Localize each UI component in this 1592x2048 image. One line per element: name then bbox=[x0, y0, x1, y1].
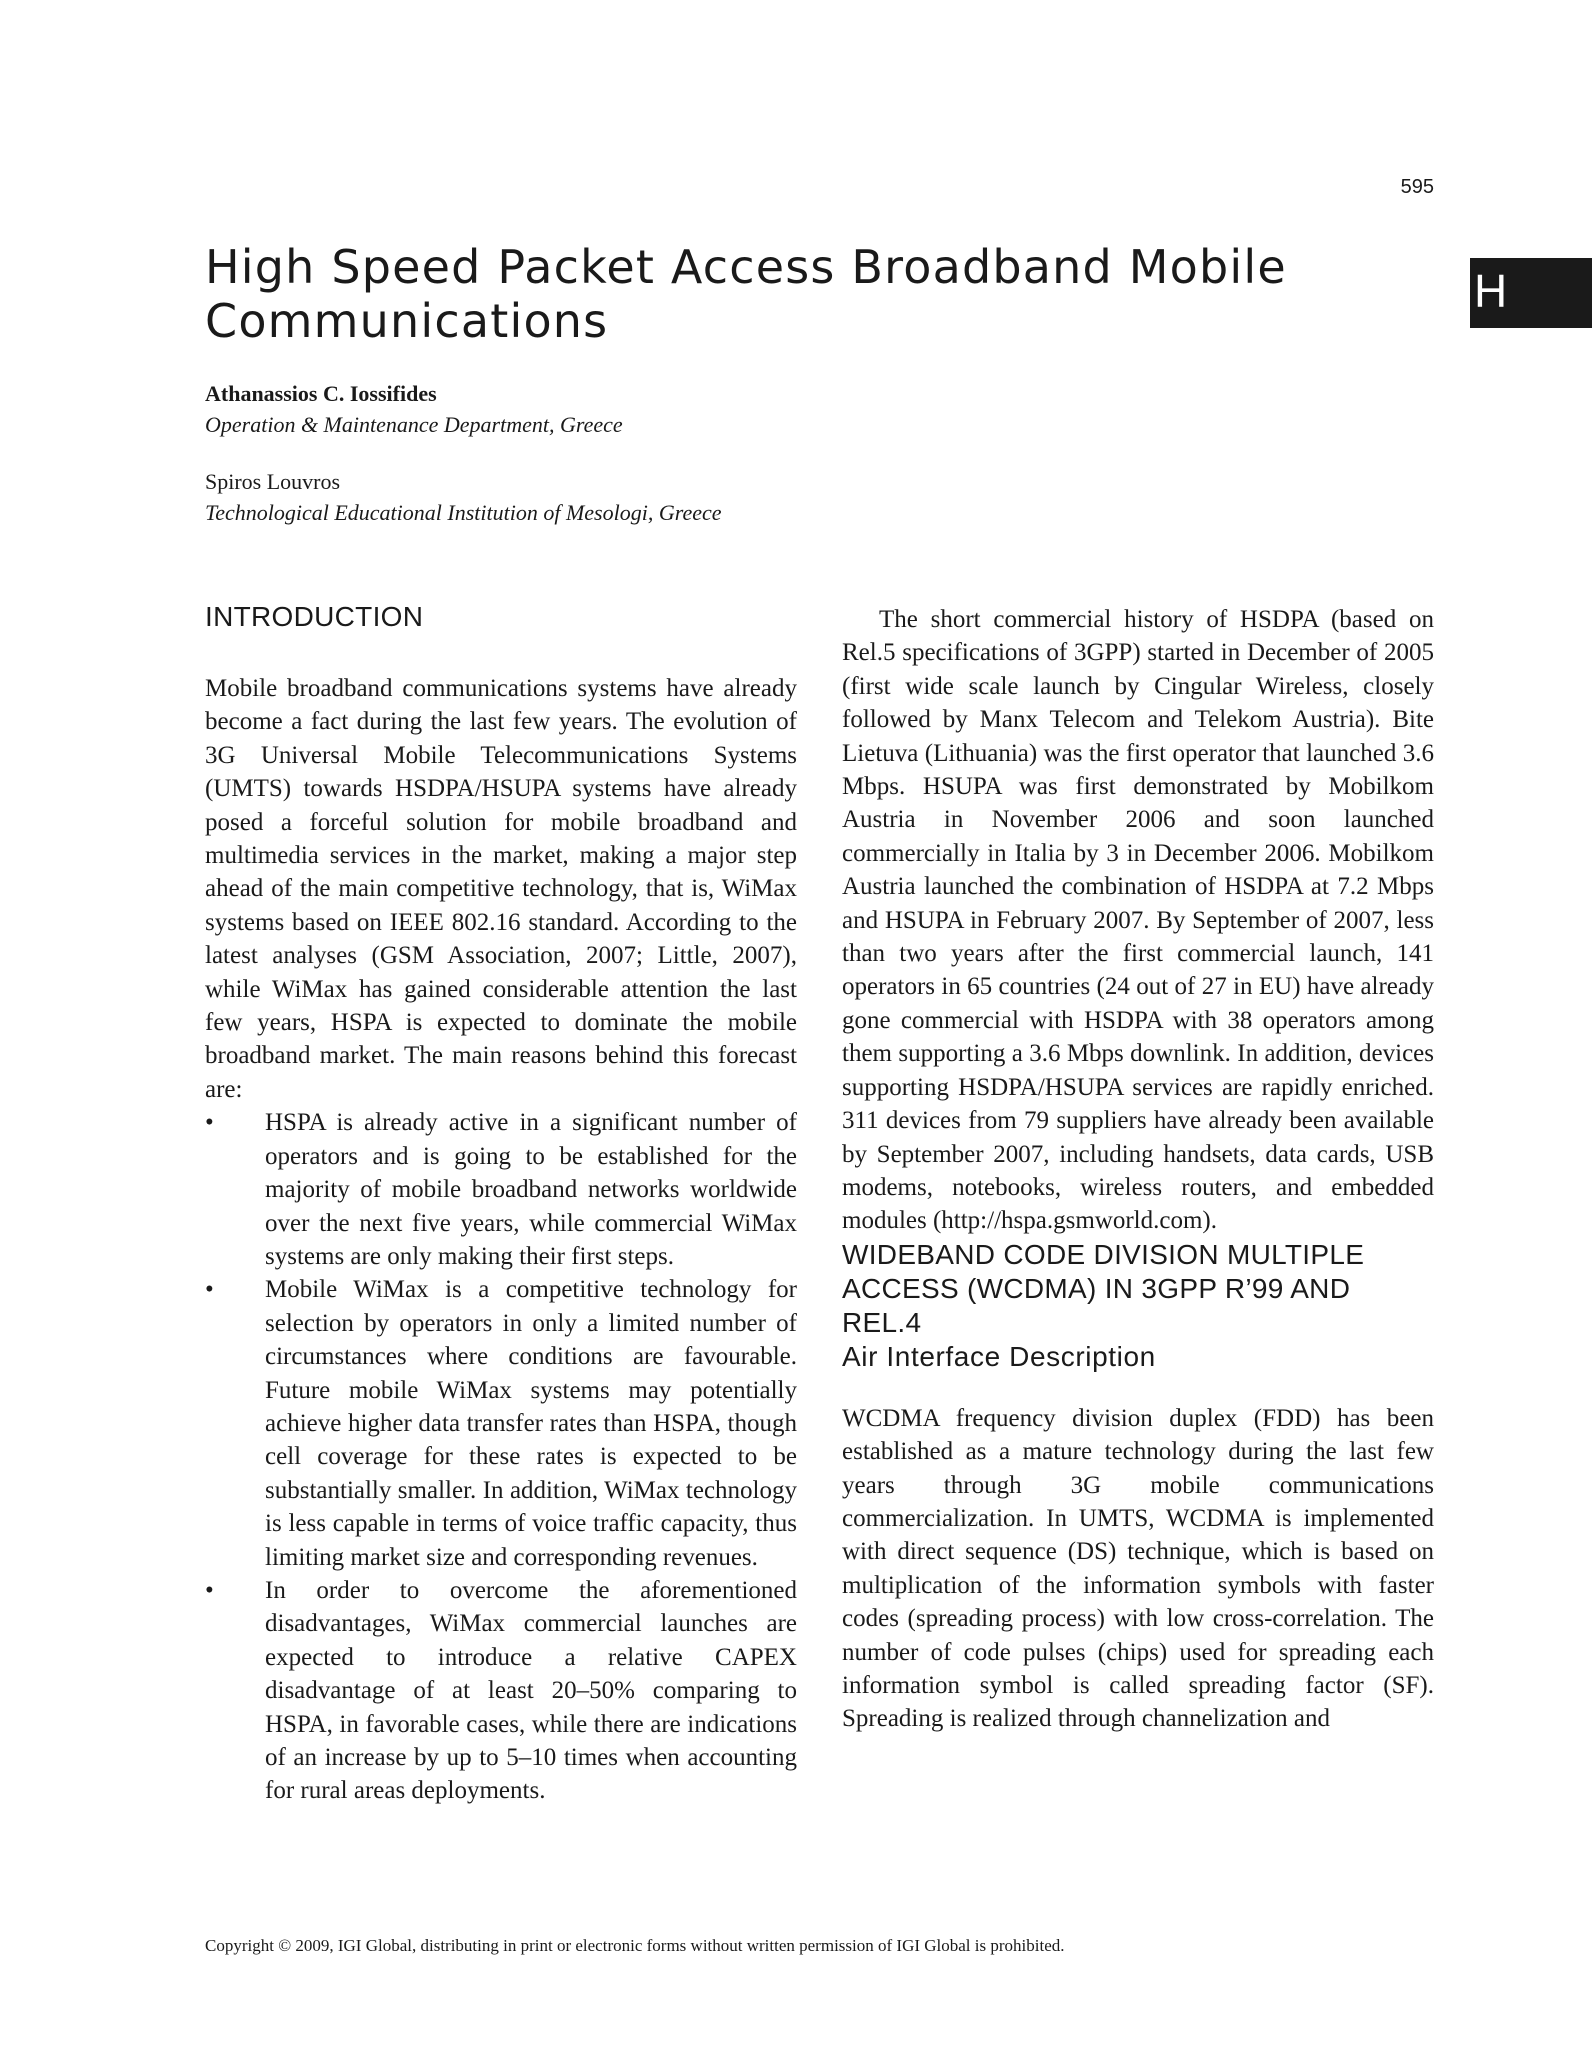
hsdpa-history-paragraph: The short commercial history of HSDPA (based on Rel.5 specifications of 3GPP) started in December of 2005 (first wide scale launch by Cingular Wireless, closely followed by Manx Telecom and Telekom Austria). Bite Lietuva (Lithuania) was the first operator that launched 3.6 Mbps. HSUPA was first demonstrated by Mobilkom Austria in November 2006 and soon launched commercially in Italia by 3 in December 2006. Mobilkom Austria launched the combination of HSDPA at 7.2 Mbps and HSUPA in February 2007. By September of 2007, less than two years after the first commercial launch, 141 operators in 65 countries (24 out of 27 in EU) have already gone commercial with HSDPA with 38 operators among them supporting a 3.6 Mbps downlink. In addition, devices supporting HSDPA/HSUPA services are rapidly enriched. 311 devices from 79 suppliers have already been available by September 2007, including handsets, data cards, USB modems, notebooks, wireless routers, and embedded modules (http://hspa.gsmworld.com). bbox=[842, 606, 1434, 1235]
article-title: High Speed Packet Access Broadband Mobile Communications bbox=[205, 240, 1287, 348]
wcdma-section-heading: WIDEBAND CODE DIVISION MULTIPLE ACCESS (WCDMA) IN 3GPP R’99 AND REL.4 bbox=[842, 1238, 1365, 1338]
air-interface-subheading: Air Interface Description bbox=[842, 1340, 1156, 1372]
wcdma-paragraph: WCDMA frequency division duplex (FDD) has been established as a mature technology during the last few years through 3G mobile communications commercialization. In UMTS, WCDMA is implemented with direct sequence (DS) technique, which is based on multiplication of the information symbols with faster codes (spreading process) with low cross-correlation. The number of code pulses (chips) used for spreading each information symbol is called spreading factor (SF). Spreading is realized through channelization and bbox=[842, 1404, 1434, 1733]
list-item bbox=[205, 1273, 797, 1574]
bullet-marker: • bbox=[205, 1109, 214, 1137]
copyright-footer: Copyright © 2009, IGI Global, distributing in print or electronic forms without written permission of IGI Global is prohibited. bbox=[205, 1936, 1065, 1955]
introduction-heading: INTRODUCTION bbox=[205, 601, 424, 632]
list-item-text: In order to overcome the aforementioned disadvantages, WiMax commercial launches are expected to introduce a relative CAPEX disadvantage of at least 20–50% comparing to HSPA, in favorable cases, while there are indications of an increase by up to 5–10 times when accounting for rural areas deployments. bbox=[265, 1576, 797, 1805]
author-block bbox=[205, 466, 722, 528]
author-name: Spiros Louvros bbox=[205, 469, 341, 494]
section-letter-tab: H bbox=[1470, 258, 1592, 328]
left-column bbox=[205, 600, 797, 1808]
list-item bbox=[205, 1106, 797, 1273]
list-item bbox=[205, 1574, 797, 1808]
bullet-marker: • bbox=[205, 1576, 214, 1604]
right-column bbox=[842, 603, 1434, 1736]
bullet-marker: • bbox=[205, 1276, 214, 1304]
author-affiliation: Technological Educational Institution of Mesologi, Greece bbox=[205, 500, 722, 525]
author-name: Athanassios C. Iossifides bbox=[205, 381, 437, 406]
author-list bbox=[205, 378, 722, 528]
list-item-text: HSPA is already active in a significant number of operators and is going to be established for the majority of mobile broadband networks worldwide over the next five years, while commercial WiMax systems are only making their first steps. bbox=[265, 1109, 797, 1270]
list-item-text: Mobile WiMax is a competitive technology for selection by operators in only a limited number of circumstances where conditions are favourable. Future mobile WiMax systems may potentially achieve higher data transfer rates than HSPA, though cell coverage for these rates is expected to be substantially smaller. In addition, WiMax technology is less capable in terms of voice traffic capacity, thus limiting market size and corresponding revenues. bbox=[265, 1276, 797, 1571]
author-block bbox=[205, 378, 722, 440]
page-number: 595 bbox=[1400, 176, 1434, 198]
introduction-paragraph: Mobile broadband communications systems have already become a fact during the last few years. The evolution of 3G Universal Mobile Telecommunications Systems (UMTS) towards HSDPA/HSUPA systems have already posed a forceful solution for mobile broadband and multimedia services in the market, making a major step ahead of the main competitive technology, that is, WiMax systems based on IEEE 802.16 standard. According to the latest analyses (GSM Association, 2007; Little, 2007), while WiMax has gained considerable attention the last few years, HSPA is expected to dominate the mobile broadband market. The main reasons behind this forecast are: bbox=[205, 675, 797, 1103]
author-affiliation: Operation & Maintenance Department, Greece bbox=[205, 412, 623, 437]
reasons-list bbox=[205, 1106, 797, 1808]
